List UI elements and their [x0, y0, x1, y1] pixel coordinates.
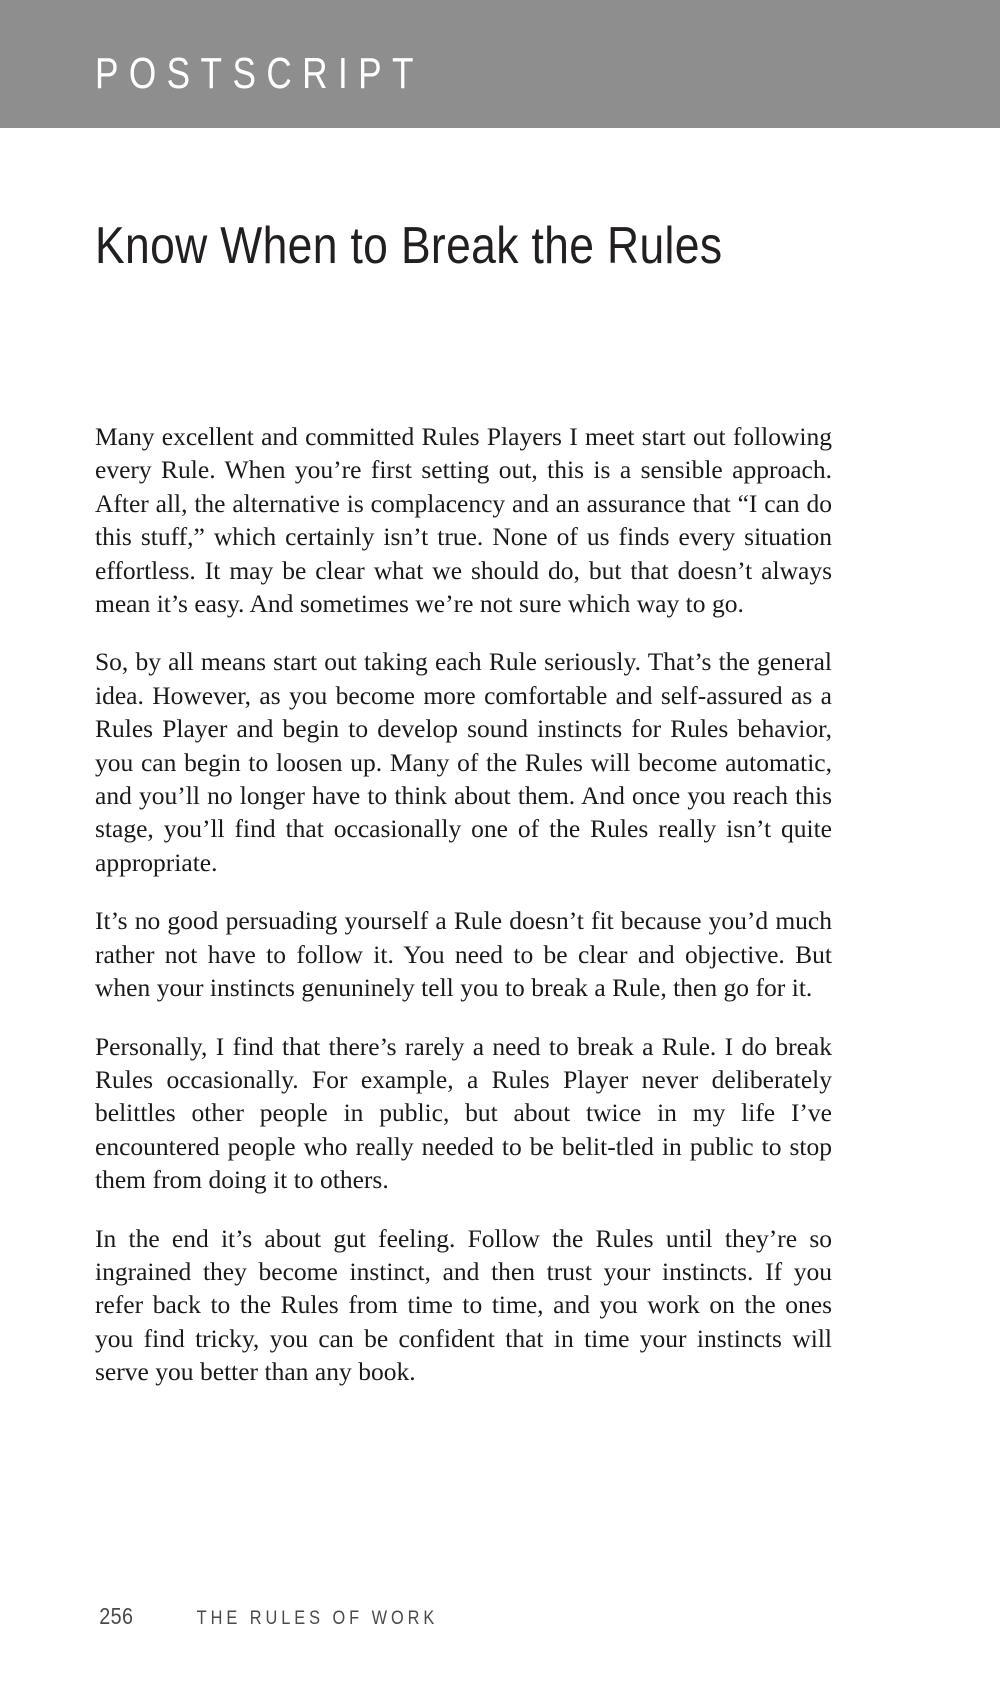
page-footer [95, 1603, 458, 1630]
section-label: POSTSCRIPT [95, 49, 424, 98]
body-paragraph: In the end it’s about gut feeling. Follow the Rules until they’re so ingrained they become instinct, and then trust your instincts. If you refer back to the Rules from time to time, and you work on the ones you find tricky, you can be confident that in time your instincts will serve you better than any book. [95, 1223, 832, 1387]
body-paragraph: It’s no good persuading yourself a Rule doesn’t fit because you’d much rather not have to follow it. You need to be clear and objective. But when your instincts genuninely tell you to break a Rule, then go for it. [95, 906, 832, 1003]
body-paragraph: So, by all means start out taking each Rule seriously. That’s the general idea. However, as you become more comfortable and self-assured as a Rules Player and begin to develop sound instincts for Rules behavior, you can begin to loosen up. Many of the Rules will become automatic, and you’ll no longer have to think about them. And once you reach this stage, you’ll find that occasionally one of the Rules really isn’t quite appropriate. [95, 647, 832, 877]
page-title: Know When to Break the Rules [95, 216, 723, 275]
body-text-column [95, 420, 832, 1389]
body-paragraph: Many excellent and committed Rules Players I meet start out following every Rule. When you’re first setting out, this is a sensible approach. After all, the alternative is complacency and an assurance that “I can do this stuff,” which certainly isn’t true. None of us finds every situation effortless. It may be clear what we should do, but that doesn’t always mean it’s easy. And sometimes we’re not sure which way to go. [95, 422, 832, 619]
postscript-header-band [0, 0, 1000, 128]
page-number: 256 [99, 1603, 134, 1629]
body-paragraph: Personally, I find that there’s rarely a need to break a Rule. I do break Rules occasionally. For example, a Rules Player never deliberately belittles other people in public, but about twice in my life I’ve encountered people who really needed to be belit‐tled in public to stop them from doing it to others. [95, 1031, 832, 1195]
running-head: THE RULES OF WORK [196, 1608, 439, 1629]
